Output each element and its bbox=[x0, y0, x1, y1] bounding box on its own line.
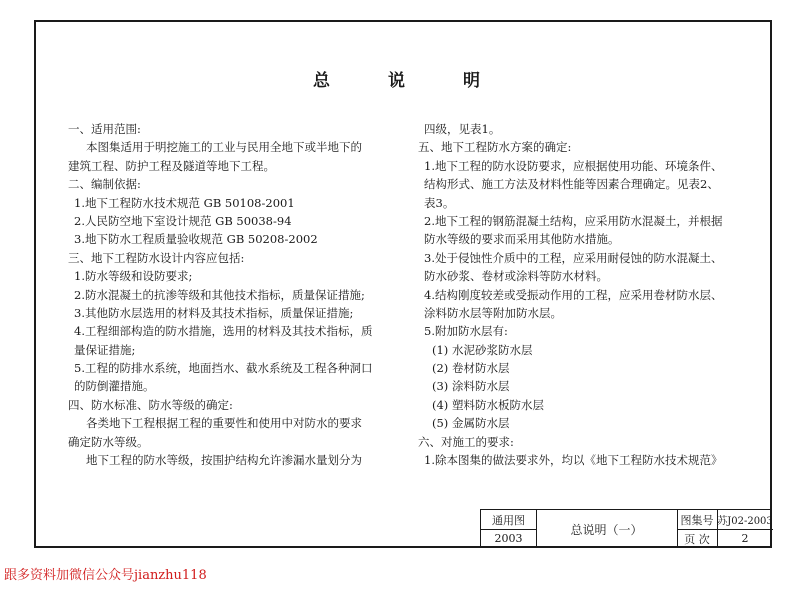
page-title: 总说明 bbox=[313, 71, 538, 91]
atlas-number: 苏J02-2003 bbox=[717, 516, 773, 527]
section-heading: 四、防水标准、防水等级的确定: bbox=[68, 397, 233, 412]
left-column bbox=[68, 120, 398, 469]
list-item-continued: 防水等级的要求而采用其他防水措施。 bbox=[424, 232, 620, 247]
title-block bbox=[480, 509, 772, 548]
list-item: 5.工程的防排水系统，地面挡水、截水系统及工程各种洞口 bbox=[74, 361, 373, 376]
list-item: 4.工程细部构造的防水措施，选用的材料及其技术指标，质 bbox=[74, 324, 373, 339]
list-item-continued: 的防倒灌措施。 bbox=[74, 379, 155, 394]
list-item-continued: 表3。 bbox=[424, 195, 455, 210]
section-heading: 一、适用范围: bbox=[68, 122, 141, 136]
paragraph-line: 各类地下工程根据工程的重要性和使用中对防水的要求 bbox=[86, 416, 362, 431]
list-item-continued: 结构形式、施工方法及材料性能等因素合理确定。见表2、 bbox=[424, 177, 719, 192]
paragraph-line: 四级，见表1。 bbox=[424, 122, 501, 136]
sub-list-item: (5) 金属防水层 bbox=[432, 416, 510, 431]
list-item: 3.处于侵蚀性介质中的工程，应采用耐侵蚀的防水混凝土、 bbox=[424, 250, 723, 265]
right-column bbox=[418, 120, 763, 469]
list-item: 2.人民防空地下室设计规范 GB 50038-94 bbox=[74, 213, 292, 228]
list-item: 5.附加防水层有: bbox=[424, 324, 508, 339]
sub-list-item: (1) 水泥砂浆防水层 bbox=[432, 342, 533, 357]
list-item: 3.其他防水层选用的材料及其技术指标，质量保证措施; bbox=[74, 305, 354, 320]
list-item: 2.防水混凝土的抗渗等级和其他技术指标，质量保证措施; bbox=[74, 287, 365, 302]
sheet-title: 总说明（一） bbox=[570, 522, 643, 537]
tongyongtu-label: 通用图 bbox=[492, 513, 525, 527]
list-item: 1.地下工程的防水设防要求，应根据使用功能、环境条件、 bbox=[424, 158, 723, 173]
list-item: 1.地下工程防水技术规范 GB 50108-2001 bbox=[74, 195, 295, 210]
page-label: 页 次 bbox=[684, 532, 710, 546]
section-heading: 六、对施工的要求: bbox=[418, 434, 514, 449]
section-heading: 五、地下工程防水方案的确定: bbox=[418, 140, 572, 155]
list-item-continued: 涂料防水层等附加防水层。 bbox=[424, 305, 562, 320]
watermark-text: 跟多资料加微信公众号jianzhu118 bbox=[4, 568, 207, 583]
atlas-number-label: 图集号 bbox=[680, 513, 714, 527]
list-item: 4.结构刚度较差或受振动作用的工程，应采用卷材防水层、 bbox=[424, 287, 723, 302]
paragraph-line: 确定防水等级。 bbox=[68, 434, 149, 449]
list-item: 1.除本图集的做法要求外，均以《地下工程防水技术规范》 bbox=[424, 453, 723, 468]
list-item: 3.地下防水工程质量验收规范 GB 50208-2002 bbox=[74, 232, 318, 247]
list-item-continued: 防水砂浆、卷材或涂料等防水材料。 bbox=[424, 269, 608, 284]
section-heading: 三、地下工程防水设计内容应包括: bbox=[68, 250, 245, 265]
sub-list-item: (2) 卷材防水层 bbox=[432, 361, 510, 376]
page-number: 2 bbox=[741, 532, 749, 545]
section-heading: 二、编制依据: bbox=[68, 177, 141, 192]
paragraph-line: 地下工程的防水等级，按围护结构允许渗漏水量划分为 bbox=[86, 453, 362, 468]
year-value: 2003 bbox=[494, 532, 523, 545]
list-item-continued: 量保证措施; bbox=[74, 342, 136, 357]
paragraph-line: 本图集适用于明挖施工的工业与民用全地下或半地下的 bbox=[86, 140, 362, 155]
sub-list-item: (3) 涂料防水层 bbox=[432, 379, 510, 394]
sub-list-item: (4) 塑料防水板防水层 bbox=[432, 397, 544, 412]
list-item: 1.防水等级和设防要求; bbox=[74, 269, 193, 284]
list-item: 2.地下工程的钢筋混凝土结构，应采用防水混凝土，并根据 bbox=[424, 213, 723, 228]
paragraph-line: 建筑工程、防护工程及隧道等地下工程。 bbox=[68, 158, 275, 173]
